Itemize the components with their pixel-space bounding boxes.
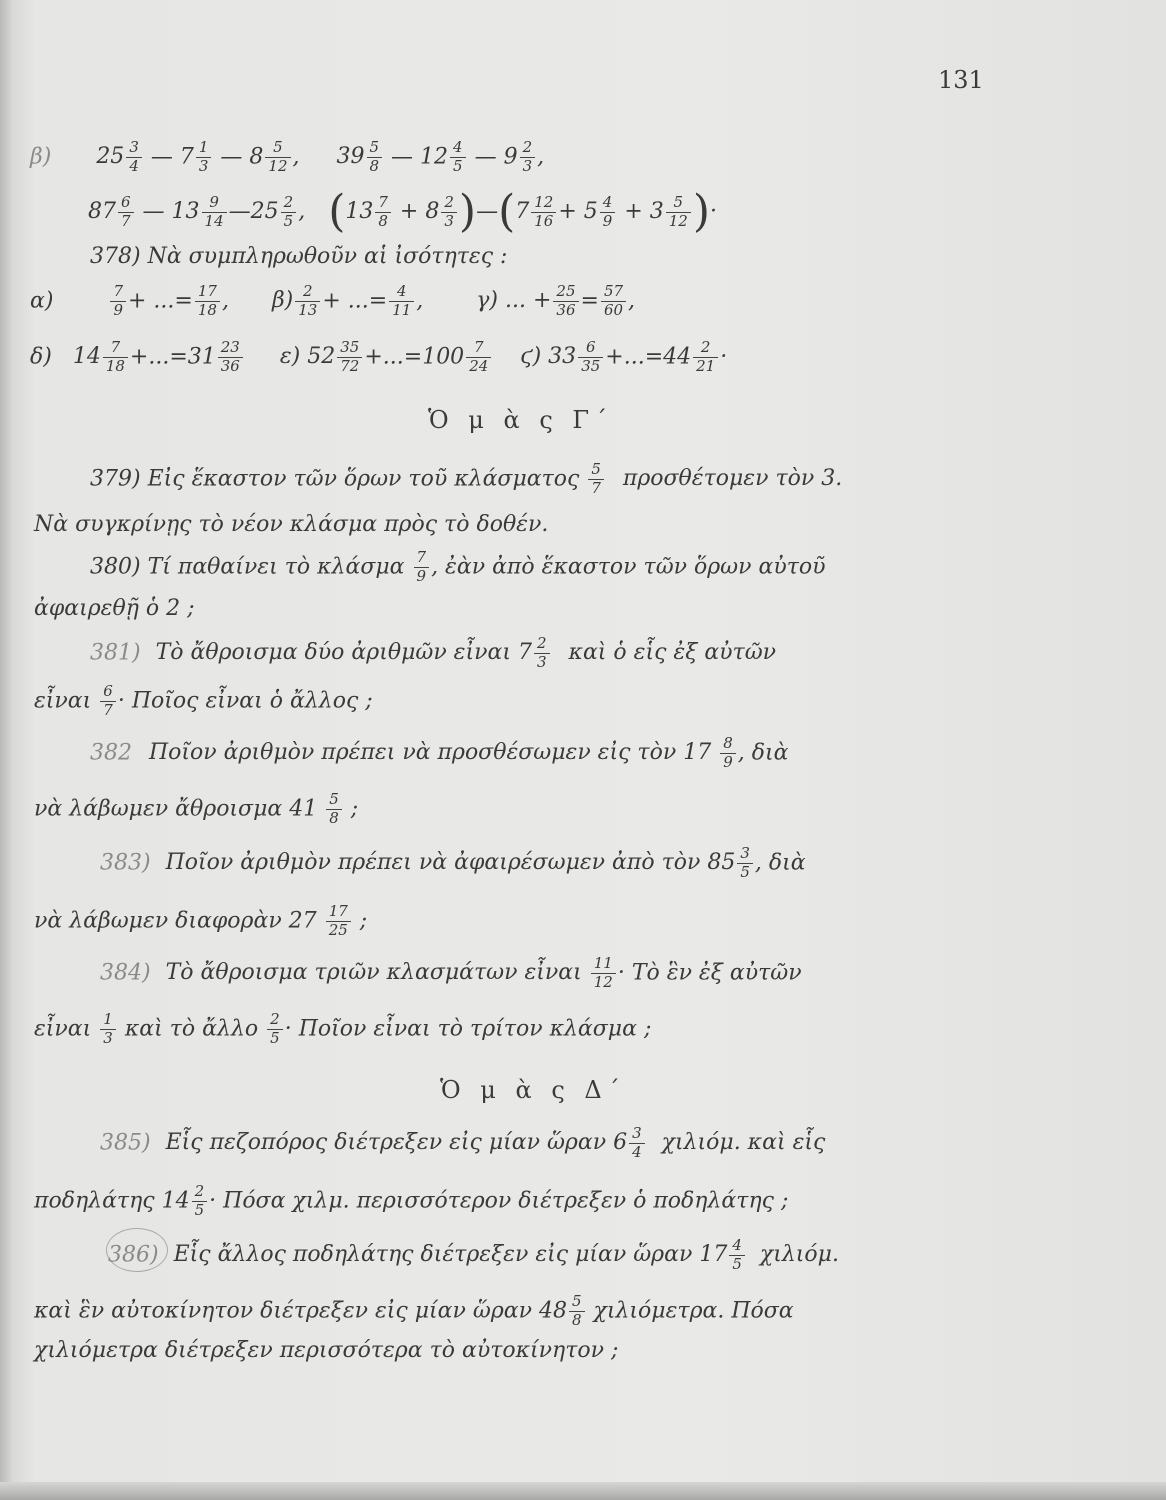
numerator: 17 [326,904,351,922]
denominator: 7 [591,478,601,497]
text: Εἷς ἄλλος ποδηλάτης διέτρεξεν εἰς μίαν ὥραν 17 [173,1242,728,1268]
fraction [126,140,142,175]
fraction [295,284,320,319]
fraction [520,140,536,175]
numerator: 5 [367,140,383,158]
exercise-line-2 [88,186,718,237]
denominator: 8 [571,1310,582,1329]
denominator: 21 [696,356,716,375]
exercise-384-line-2 [34,1012,651,1047]
denominator: 3 [536,652,547,671]
numerator: 7 [110,284,126,302]
number: + 3 [624,199,664,224]
text: καὶ ὁ εἷς ἐξ αὐτῶν [568,640,777,666]
text: χιλιόμετρα. Πόσα [593,1298,794,1324]
fraction [389,284,414,319]
fraction [569,1294,585,1329]
operator: — [476,199,499,224]
numerator: 5 [265,140,290,158]
fraction [326,792,342,827]
text: εἶναι [34,688,92,714]
text: · Ποῖος εἶναι ὁ ἄλλος ; [117,688,373,714]
text: · Τὸ ἓν ἐξ αὐτῶν [617,960,802,986]
text: Ποῖον ἀριθμὸν πρέπει νὰ προσθέσωμεν εἰς τὸν 17 [149,740,712,766]
denominator: 18 [105,356,125,375]
text: εἶναι [34,1016,92,1042]
denominator: 3 [522,156,533,175]
fraction [693,340,718,375]
number: — 12 [391,144,449,170]
fraction [414,550,430,585]
exercise-number: 384) [100,960,151,986]
number: — 7 [150,144,194,170]
numerator: 2 [267,1012,283,1030]
text: νὰ λάβωμεν διαφορὰν 27 [34,908,317,934]
separator: , [628,288,636,314]
numerator: 9 [202,195,227,213]
item-label: α) [30,288,54,314]
fraction [192,1184,208,1219]
item-label: ε) 52 [279,344,336,370]
exercise-number: 381) [90,640,141,666]
number: 39 [336,144,365,170]
numerator: 11 [591,956,616,974]
denominator: 24 [469,356,489,375]
equation-text: + ...= [322,288,388,314]
numerator: 1 [100,1012,116,1030]
fraction [195,284,220,319]
text: Ποῖον ἀριθμὸν πρέπει νὰ ἀφαιρέσωμεν ἀπὸ τὸν 85 [165,850,736,876]
fraction [666,192,691,230]
item-label: δ) [30,344,52,370]
exercise-number: 383) [100,850,151,876]
denominator: 9 [723,752,733,771]
exercise-383-line-1 [100,846,806,881]
denominator: 5 [732,1254,742,1273]
equation-text: + ...= [128,288,193,314]
text: · Ποῖον εἶναι τὸ τρίτον κλάσμα ; [284,1016,652,1042]
denominator: 12 [668,211,688,230]
denominator: 5 [740,862,750,881]
denominator: 5 [283,211,294,230]
numerator: 7 [414,550,430,568]
exercise-382-line-2 [34,792,358,827]
number: 13 [345,199,374,224]
fraction [103,340,128,375]
denominator: 9 [113,300,123,319]
numerator: 7 [375,195,391,213]
exercise-386-line-2 [34,1294,794,1329]
fraction [267,1012,283,1047]
fraction [118,192,134,230]
exercise-378-title: 378) Νὰ συμπληρωθοῦν αἱ ἰσότητες : [90,244,508,269]
fraction [367,140,383,175]
numerator: 5 [326,792,342,810]
exercise-386-line-1 [108,1238,839,1273]
numerator: 4 [729,1238,745,1256]
denominator: 60 [603,300,624,319]
denominator: 14 [204,211,224,230]
denominator: 8 [378,211,388,230]
paren: ) [458,186,477,237]
fraction [337,340,362,375]
separator: · [720,344,728,370]
text: ; [359,908,368,934]
fraction [466,340,491,375]
numerator: 12 [531,195,556,213]
separator: , [221,288,229,314]
fraction [600,192,616,230]
numerator: 5 [666,195,691,213]
fraction [588,462,604,497]
denominator: 18 [197,300,217,319]
number: 25 [96,144,125,170]
denominator: 11 [392,300,412,319]
numerator: 4 [389,284,414,302]
exercise-385-line-1 [100,1126,825,1161]
text: ποδηλάτης 14 [34,1188,190,1214]
exercise-385-line-2 [34,1184,788,1219]
text: , διὰ [737,740,789,766]
exercise-386-line-3: χιλιόμετρα διέτρεξεν περισσότερα τὸ αὐτοκίνητον ; [34,1338,619,1363]
equation-text: = [580,288,599,314]
numerator: 2 [281,195,297,213]
separator: , [292,144,300,170]
fraction [218,340,243,375]
fraction [729,1238,745,1273]
numerator: 17 [195,284,220,302]
exercise-379-line-2: Νὰ συγκρίνῃς τὸ νέον κλάσμα πρὸς τὸ δοθέν. [34,512,549,537]
fraction [629,1126,645,1161]
number: — 8 [220,144,264,170]
text: νὰ λάβωμεν ἄθροισμα 41 [34,796,318,822]
numerator: 4 [600,195,616,213]
equation-text: +...=31 [129,344,216,370]
exercise-number: 382 [90,740,132,766]
denominator: 72 [340,356,360,375]
numerator: 3 [737,846,753,864]
exercise-379-line-1 [90,462,842,497]
denominator: 12 [593,972,613,991]
numerator: 7 [466,340,491,358]
denominator: 9 [602,211,613,230]
exercise-380-line-1 [90,550,826,585]
numerator: 3 [126,140,142,158]
text: προσθέτομεν τὸν 3. [622,466,843,492]
item-label: ϛ) 33 [520,344,577,370]
equation-text: +...=44 [605,344,692,370]
paren: ) [692,186,711,237]
denominator: 5 [194,1200,205,1219]
fraction [450,140,466,175]
paren: ( [498,186,516,237]
page-binding-edge [0,0,14,1500]
exercise-382-line-1 [90,736,788,771]
text: · Πόσα χιλμ. περισσότερον διέτρεξεν ὁ ποδηλάτης ; [209,1188,789,1214]
item-label: β) [271,288,294,314]
paren: ( [328,186,346,237]
fraction [100,1012,116,1047]
separator: , [298,199,306,224]
number: — 13 [142,199,200,224]
fraction [591,956,616,991]
exercise-381-line-2 [34,684,373,719]
denominator: 5 [453,156,463,175]
fraction [110,284,126,319]
numerator: 6 [118,195,134,213]
numerator: 35 [337,340,362,358]
text: , ἐὰν ἀπὸ ἕκαστον τῶν ὅρων αὐτοῦ [431,554,826,580]
fraction [202,192,227,230]
numerator: 4 [450,140,466,158]
fraction [534,636,550,671]
denominator: 25 [328,920,348,939]
denominator: 5 [270,1028,280,1047]
separator: , [416,288,424,314]
exercise-378-line-a [30,284,635,319]
denominator: 4 [129,156,139,175]
denominator: 7 [121,211,131,230]
denominator: 9 [416,566,427,585]
denominator: 35 [581,356,601,375]
text: Εἷς πεζοπόρος διέτρεξεν εἰς μίαν ὥραν 6 [165,1130,628,1156]
denominator: 8 [369,156,380,175]
text: , διὰ [754,850,806,876]
denominator: 13 [298,300,318,319]
exercise-number: 386) [108,1242,159,1268]
exercise-384-line-1 [100,956,802,991]
numerator: 5 [569,1294,585,1312]
fraction [196,140,212,175]
text: καὶ τὸ ἄλλο [124,1016,259,1042]
number: 14 [72,344,101,370]
text: 379) Εἰς ἕκαστον τῶν ὅρων τοῦ κλάσματος [90,466,580,492]
equation-text: +...=100 [364,344,465,370]
fraction [737,846,753,881]
numerator: 2 [534,636,550,654]
fraction [531,192,556,230]
denominator: 36 [556,300,576,319]
number: + 8 [399,199,440,224]
numerator: 25 [553,284,578,302]
numerator: 6 [100,684,116,702]
numerator: 8 [720,736,736,754]
number: —25 [228,199,279,224]
exercise-line-1 [30,140,544,175]
fraction [441,192,457,230]
fraction [265,140,290,175]
number: 7 [515,199,530,224]
numerator: 2 [295,284,320,302]
fraction [601,284,626,319]
fraction [578,340,603,375]
denominator: 36 [220,356,240,375]
text: καὶ ἓν αὐτοκίνητον διέτρεξεν εἰς μίαν ὥραν 48 [34,1298,567,1324]
page-number: 131 [938,66,984,94]
numerator: 6 [578,340,603,358]
denominator: 8 [329,808,339,827]
denominator: 4 [632,1142,642,1161]
numerator: 2 [520,140,536,158]
exercise-378-line-b [30,340,727,375]
exercise-383-line-2 [34,904,367,939]
item-label: γ) ... + [476,288,552,314]
numerator: 2 [441,195,457,213]
fraction [375,192,391,230]
text: χιλιόμ. καὶ εἷς [661,1130,826,1156]
denominator: 3 [103,1028,113,1047]
fraction [100,684,116,719]
text: 380) Τί παθαίνει τὸ κλάσμα [90,554,405,580]
separator: , [537,144,545,170]
numerator: 2 [693,340,718,358]
page-bottom-edge [0,1482,1166,1500]
numerator: 57 [601,284,626,302]
numerator: 3 [629,1126,645,1144]
denominator: 3 [444,211,454,230]
exercise-381-line-1 [90,636,776,671]
section-header-gamma: Ὁ μ ὰ ς Γ΄ [428,406,614,434]
numerator: 5 [588,462,604,480]
text: ; [350,796,359,822]
numerator: 7 [103,340,128,358]
section-header-delta: Ὁ μ ὰ ς Δ΄ [440,1076,626,1104]
text: Τὸ ἄθροισμα τριῶν κλασμάτων εἶναι [165,960,582,986]
denominator: 3 [198,156,209,175]
numerator: 23 [218,340,243,358]
number: — 9 [474,144,518,170]
fraction [553,284,578,319]
text: Τὸ ἄθροισμα δύο ἀριθμῶν εἶναι 7 [155,640,532,666]
denominator: 16 [534,211,554,230]
numerator: 2 [192,1184,208,1202]
number: + 5 [558,199,598,224]
denominator: 7 [103,700,113,719]
number: 87 [88,199,116,224]
text: χιλιόμ. [759,1242,839,1268]
exercise-380-line-2: ἀφαιρεθῇ ὁ 2 ; [34,596,195,621]
exercise-number: 385) [100,1130,151,1156]
separator: · [710,199,718,224]
denominator: 12 [268,156,288,175]
fraction [720,736,736,771]
numerator: 1 [196,140,212,158]
fraction [281,192,297,230]
item-label: β) [30,144,52,170]
fraction [326,904,351,939]
